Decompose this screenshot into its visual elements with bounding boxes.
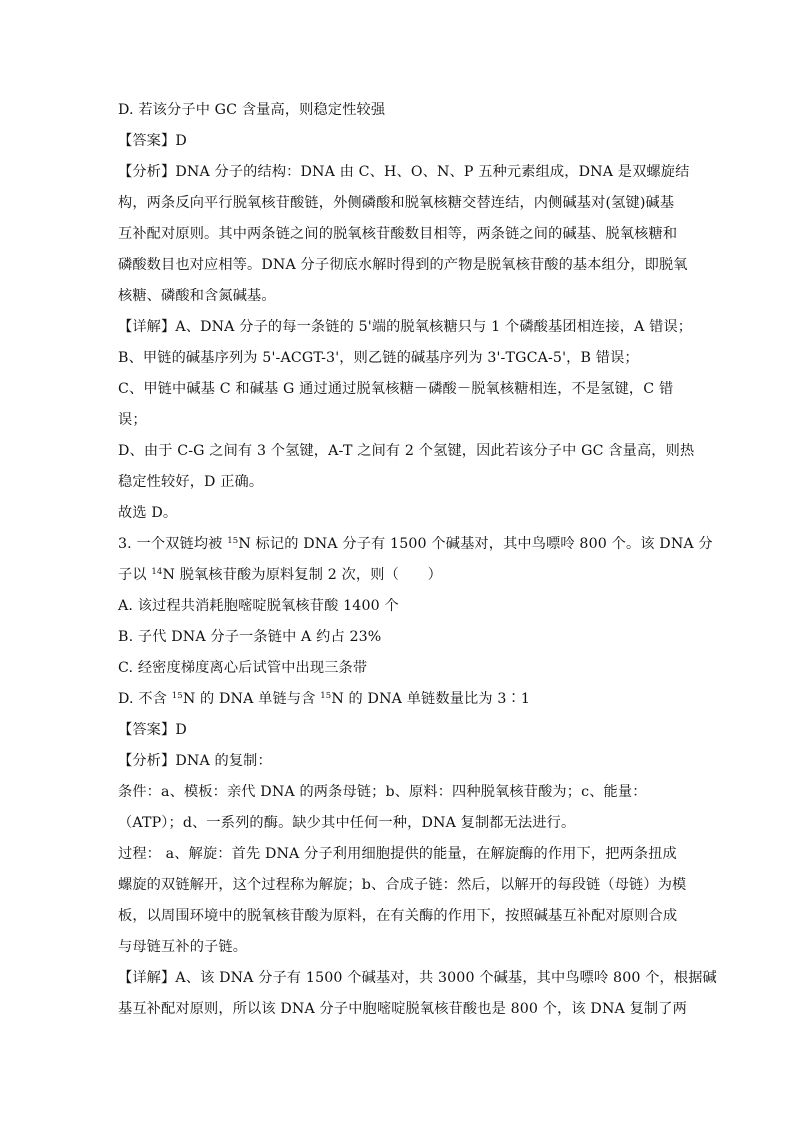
option-c: C. 经密度梯度离心后试管中出现三条带: [118, 660, 368, 676]
option-d: [118, 689, 530, 709]
isotope-superscript: 15: [320, 691, 332, 701]
isotope-superscript: 14: [151, 567, 163, 577]
text-line: 基互补配对原则，所以该 DNA 分子中胞嘧啶脱氧核苷酸也是 800 个，该 DNA 复制了两: [118, 1001, 687, 1017]
text-line: 误；: [118, 412, 147, 428]
option-d-text: N 的 DNA 单链与含: [182, 691, 321, 707]
text-line: 稳定性较好，D 正确。: [118, 474, 264, 490]
answer-label: 【答案】D: [118, 133, 187, 149]
conclusion-line: 故选 D。: [118, 505, 178, 521]
isotope-superscript: 15: [227, 536, 239, 546]
text-line: 核糖、磷酸和含氮碱基。: [118, 288, 276, 304]
q3-text-post: N 标记的 DNA 分子有 1500 个碱基对，其中鸟嘌呤 800 个。该 DNA 分: [238, 536, 713, 552]
option-d-text: D. 不含: [118, 691, 172, 707]
explanation-line: 【详解】A、该 DNA 分子有 1500 个碱基对，共 3000 个碱基，其中鸟嘌呤 800 个，根据碱: [118, 970, 717, 986]
q3-text-pre: 3. 一个双链均被: [118, 536, 228, 552]
question-3-stem-line-2: [118, 565, 442, 585]
q3-text-post: N 脱氧核苷酸为原料复制 2 次，则（ ）: [162, 567, 442, 583]
question-3-stem-line-1: [118, 534, 713, 554]
text-line: 螺旋的双链解开，这个过程称为解旋；b、合成子链：然后，以解开的每段链（母链）为模: [118, 877, 687, 893]
option-d-text: N 的 DNA 单链数量比为 3∶1: [331, 691, 531, 707]
text-line: （ATP）；d、一系列的酶。缺少其中任何一种，DNA 复制都无法进行。: [118, 815, 576, 831]
text-line: 与母链互补的子链。: [118, 939, 248, 955]
text-line: D、由于 C-G 之间有 3 个氢键，A-T 之间有 2 个氢键，因此若该分子中 GC 含量高，则热: [118, 443, 695, 459]
isotope-superscript: 15: [171, 691, 183, 701]
text-line: 过程： a、解旋：首先 DNA 分子利用细胞提供的能量，在解旋酶的作用下，把两条扭成: [118, 846, 677, 862]
analysis-line: 【分析】DNA 分子的结构：DNA 由 C、H、O、N、P 五种元素组成，DNA 是双螺旋结: [118, 164, 690, 180]
text-line: D. 若该分子中 GC 含量高，则稳定性较强: [118, 102, 386, 118]
text-line: B、甲链的碱基序列为 5'-ACGT-3'，则乙链的碱基序列为 3'-TGCA-5'，B 错误；: [118, 350, 639, 366]
text-line: 构，两条反向平行脱氧核苷酸链，外侧磷酸和脱氧核糖交替连结，内侧碱基对(氢键)碱基: [118, 195, 675, 211]
text-line: 互补配对原则。其中两条链之间的脱氧核苷酸数目相等，两条链之间的碱基、脱氧核糖和: [118, 226, 678, 242]
option-b: B. 子代 DNA 分子一条链中 A 约占 23%: [118, 629, 382, 645]
text-line: 条件：a、模板：亲代 DNA 的两条母链；b、原料：四种脱氧核苷酸为；c、能量：: [118, 784, 647, 800]
answer-label: 【答案】D: [118, 722, 187, 738]
text-line: C、甲链中碱基 C 和碱基 G 通过通过脱氧核糖－磷酸－脱氧核糖相连，不是氢键，C 错: [118, 381, 674, 397]
text-line: 磷酸数目也对应相等。DNA 分子彻底水解时得到的产物是脱氧核苷酸的基本组分，即脱氧: [118, 257, 688, 273]
explanation-line: 【详解】A、DNA 分子的每一条链的 5'端的脱氧核糖只与 1 个磷酸基团相连接，A 错误；: [118, 319, 693, 335]
text-line: 板，以周围环境中的脱氧核苷酸为原料，在有关酶的作用下，按照碱基互补配对原则合成: [118, 908, 678, 924]
analysis-line: 【分析】DNA 的复制：: [118, 753, 272, 769]
option-a: A. 该过程共消耗胞嘧啶脱氧核苷酸 1400 个: [118, 598, 399, 614]
q3-text-pre: 子以: [118, 567, 152, 583]
